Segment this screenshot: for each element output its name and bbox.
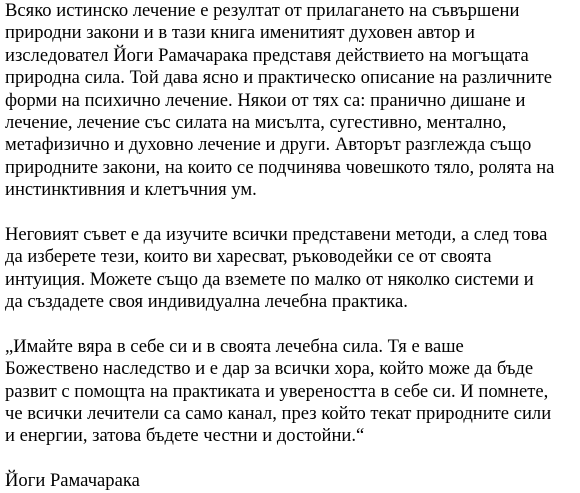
text-line: интуиция. Можете също да вземете по малко от няколко системи и (5, 268, 534, 290)
text-line: инстинктивния и клетъчния ум. (5, 179, 257, 201)
quote-paragraph (5, 336, 580, 448)
text-line: природните закони, на които се подчинява човешкото тяло, ролята на (5, 156, 555, 178)
text-line: да създадете своя индивидуална лечебна практика. (5, 291, 408, 313)
text-line: Всяко истинско лечение е резултат от прилагането на съвършени (5, 0, 520, 21)
text-line: Неговият съвет е да изучите всички представени методи, а след това (5, 223, 548, 245)
text-line: природна сила. Той дава ясно и практическо описание на различните (5, 67, 552, 89)
text-line: природни закони и в тази книга именитият духовен автор и (5, 22, 475, 44)
text-line: развит с помощта на практиката и увереността в себе си. И помнете, (5, 380, 549, 402)
intro-paragraph (5, 0, 580, 202)
advice-paragraph (5, 224, 580, 314)
text-line: изследовател Йоги Рамачарака представя действието на могъщата (5, 44, 529, 66)
text-line: и енергии, затова бъдете честни и достойни.“ (5, 425, 365, 447)
text-line: да изберете тези, които ви харесват, ръководейки се от своята (5, 246, 492, 268)
text-line: „Имайте вяра в себе си и в своята лечебна сила. Тя е ваше (5, 335, 464, 357)
text-line: лечение, лечение със силата на мисълта, сугестивно, ментално, (5, 111, 507, 133)
text-line: Божествено наследство и е дар за всички хора, който може да бъде (5, 358, 534, 380)
text-line: метафизично и духовно лечение и други. Авторът разглежда също (5, 134, 532, 156)
document-body (5, 0, 580, 493)
text-line: форми на психично лечение. Някои от тях са: пранично дишане и (5, 89, 526, 111)
author-name: Йоги Рамачарака (5, 470, 140, 492)
text-line: че всички лечители са само канал, през който текат природните сили (5, 403, 552, 425)
